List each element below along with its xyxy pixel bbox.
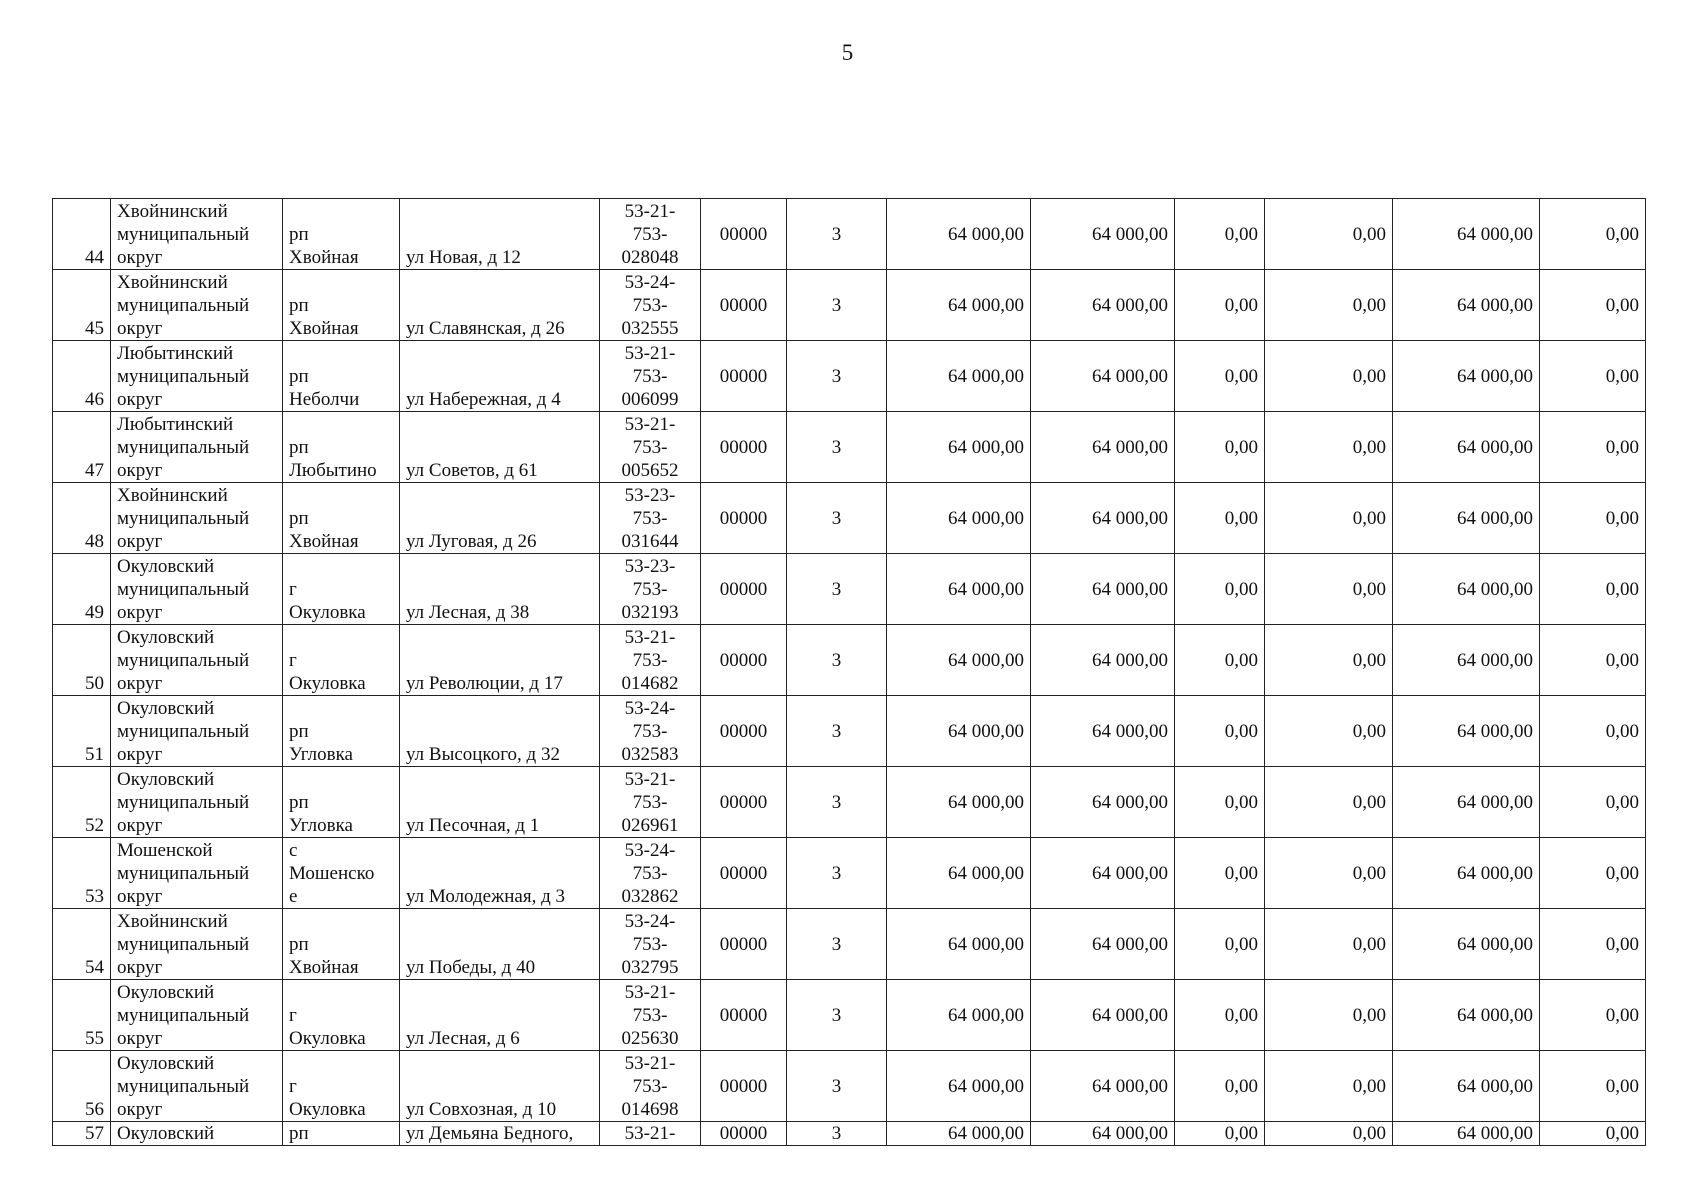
registry-code-cell: 53-24- 753- 032862 [600,838,701,909]
district-name-cell: Мошенской муниципальный округ [111,838,283,909]
amount-5-cell: 64 000,00 [1393,980,1540,1051]
settlement-name-cell: рп Хвойная [283,199,400,270]
address-cell: ул Лесная, д 38 [400,554,600,625]
address-cell: ул Победы, д 40 [400,909,600,980]
category-cell: 3 [787,341,887,412]
registry-code-cell: 53-24- 753- 032795 [600,909,701,980]
settlement-name-cell: рп Хвойная [283,270,400,341]
row-number-cell: 52 [53,767,111,838]
amount-total-cell: 64 000,00 [887,270,1031,341]
code-zeros-cell: 00000 [701,838,787,909]
table-row [53,412,1646,483]
amount-2-cell: 64 000,00 [1031,554,1175,625]
registry-table [52,198,1646,1146]
category-cell: 3 [787,980,887,1051]
table-row [53,767,1646,838]
amount-3-cell: 0,00 [1175,625,1265,696]
category-cell: 3 [787,625,887,696]
amount-4-cell: 0,00 [1265,412,1393,483]
district-name-cell: Хвойнинский муниципальный округ [111,909,283,980]
row-number-cell: 51 [53,696,111,767]
settlement-name-cell: рп Хвойная [283,909,400,980]
amount-4-cell: 0,00 [1265,1051,1393,1122]
settlement-name-cell: рп Угловка [283,767,400,838]
registry-code-cell: 53-21- 753- 006099 [600,341,701,412]
address-cell: ул Набережная, д 4 [400,341,600,412]
table-row [53,199,1646,270]
amount-3-cell: 0,00 [1175,1122,1265,1146]
row-number-cell: 45 [53,270,111,341]
amount-2-cell: 64 000,00 [1031,767,1175,838]
amount-total-cell: 64 000,00 [887,412,1031,483]
amount-total-cell: 64 000,00 [887,483,1031,554]
district-name-cell: Хвойнинский муниципальный округ [111,483,283,554]
registry-code-cell: 53-23- 753- 032193 [600,554,701,625]
code-zeros-cell: 00000 [701,625,787,696]
amount-2-cell: 64 000,00 [1031,838,1175,909]
amount-total-cell: 64 000,00 [887,767,1031,838]
code-zeros-cell: 00000 [701,980,787,1051]
amount-2-cell: 64 000,00 [1031,1122,1175,1146]
amount-2-cell: 64 000,00 [1031,341,1175,412]
amount-2-cell: 64 000,00 [1031,199,1175,270]
registry-code-cell: 53-24- 753- 032583 [600,696,701,767]
amount-5-cell: 64 000,00 [1393,483,1540,554]
amount-2-cell: 64 000,00 [1031,1051,1175,1122]
code-zeros-cell: 00000 [701,1051,787,1122]
code-zeros-cell: 00000 [701,483,787,554]
amount-6-cell: 0,00 [1540,696,1646,767]
amount-6-cell: 0,00 [1540,199,1646,270]
registry-code-cell: 53-21- 753- 014698 [600,1051,701,1122]
table-row [53,483,1646,554]
amount-6-cell: 0,00 [1540,1122,1646,1146]
amount-3-cell: 0,00 [1175,696,1265,767]
address-cell: ул Лесная, д 6 [400,980,600,1051]
district-name-cell: Окуловский муниципальный округ [111,554,283,625]
amount-6-cell: 0,00 [1540,412,1646,483]
registry-code-cell: 53-21- 753- 026961 [600,767,701,838]
address-cell: ул Песочная, д 1 [400,767,600,838]
table-row [53,270,1646,341]
row-number-cell: 44 [53,199,111,270]
category-cell: 3 [787,270,887,341]
amount-3-cell: 0,00 [1175,483,1265,554]
amount-4-cell: 0,00 [1265,909,1393,980]
code-zeros-cell: 00000 [701,270,787,341]
table-row [53,1122,1646,1146]
row-number-cell: 48 [53,483,111,554]
settlement-name-cell: г Окуловка [283,625,400,696]
settlement-name-cell: рп Хвойная [283,483,400,554]
registry-code-cell: 53-21- 753- 005652 [600,412,701,483]
address-cell: ул Луговая, д 26 [400,483,600,554]
table-row [53,909,1646,980]
table-row [53,554,1646,625]
row-number-cell: 57 [53,1122,111,1146]
amount-total-cell: 64 000,00 [887,1122,1031,1146]
code-zeros-cell: 00000 [701,199,787,270]
settlement-name-cell: г Окуловка [283,1051,400,1122]
amount-total-cell: 64 000,00 [887,909,1031,980]
registry-code-cell: 53-21- 753- 025630 [600,980,701,1051]
code-zeros-cell: 00000 [701,696,787,767]
district-name-cell: Хвойнинский муниципальный округ [111,270,283,341]
address-cell: ул Революции, д 17 [400,625,600,696]
address-cell: ул Советов, д 61 [400,412,600,483]
amount-2-cell: 64 000,00 [1031,412,1175,483]
address-cell: ул Высоцкого, д 32 [400,696,600,767]
district-name-cell: Окуловский [111,1122,283,1146]
amount-6-cell: 0,00 [1540,625,1646,696]
address-cell: ул Молодежная, д 3 [400,838,600,909]
amount-4-cell: 0,00 [1265,838,1393,909]
amount-3-cell: 0,00 [1175,909,1265,980]
amount-2-cell: 64 000,00 [1031,625,1175,696]
page-number: 5 [841,40,854,65]
code-zeros-cell: 00000 [701,341,787,412]
code-zeros-cell: 00000 [701,554,787,625]
category-cell: 3 [787,1051,887,1122]
registry-code-cell: 53-21- [600,1122,701,1146]
amount-total-cell: 64 000,00 [887,980,1031,1051]
table-row [53,1051,1646,1122]
row-number-cell: 50 [53,625,111,696]
amount-5-cell: 64 000,00 [1393,270,1540,341]
amount-total-cell: 64 000,00 [887,199,1031,270]
address-cell: ул Демьяна Бедного, [400,1122,600,1146]
code-zeros-cell: 00000 [701,1122,787,1146]
category-cell: 3 [787,767,887,838]
amount-3-cell: 0,00 [1175,980,1265,1051]
amount-4-cell: 0,00 [1265,270,1393,341]
amount-2-cell: 64 000,00 [1031,270,1175,341]
category-cell: 3 [787,199,887,270]
settlement-name-cell: рп Любытино [283,412,400,483]
amount-2-cell: 64 000,00 [1031,980,1175,1051]
category-cell: 3 [787,412,887,483]
table-row [53,696,1646,767]
amount-4-cell: 0,00 [1265,341,1393,412]
amount-5-cell: 64 000,00 [1393,1051,1540,1122]
row-number-cell: 53 [53,838,111,909]
amount-6-cell: 0,00 [1540,767,1646,838]
amount-2-cell: 64 000,00 [1031,909,1175,980]
table-row [53,838,1646,909]
amount-3-cell: 0,00 [1175,270,1265,341]
amount-4-cell: 0,00 [1265,696,1393,767]
row-number-cell: 47 [53,412,111,483]
amount-5-cell: 64 000,00 [1393,341,1540,412]
amount-4-cell: 0,00 [1265,625,1393,696]
registry-code-cell: 53-21- 753- 028048 [600,199,701,270]
amount-total-cell: 64 000,00 [887,838,1031,909]
amount-6-cell: 0,00 [1540,1051,1646,1122]
row-number-cell: 46 [53,341,111,412]
amount-3-cell: 0,00 [1175,1051,1265,1122]
settlement-name-cell: рп Неболчи [283,341,400,412]
district-name-cell: Окуловский муниципальный округ [111,767,283,838]
district-name-cell: Хвойнинский муниципальный округ [111,199,283,270]
amount-6-cell: 0,00 [1540,980,1646,1051]
address-cell: ул Новая, д 12 [400,199,600,270]
table-row [53,980,1646,1051]
registry-table-body [53,199,1646,1146]
amount-4-cell: 0,00 [1265,767,1393,838]
amount-total-cell: 64 000,00 [887,696,1031,767]
code-zeros-cell: 00000 [701,412,787,483]
amount-6-cell: 0,00 [1540,554,1646,625]
amount-6-cell: 0,00 [1540,341,1646,412]
table-row [53,625,1646,696]
settlement-name-cell: рп Угловка [283,696,400,767]
category-cell: 3 [787,838,887,909]
amount-5-cell: 64 000,00 [1393,199,1540,270]
address-cell: ул Совхозная, д 10 [400,1051,600,1122]
category-cell: 3 [787,483,887,554]
registry-table-wrapper [52,198,1645,1146]
settlement-name-cell: г Окуловка [283,980,400,1051]
amount-5-cell: 64 000,00 [1393,767,1540,838]
amount-4-cell: 0,00 [1265,554,1393,625]
settlement-name-cell: г Окуловка [283,554,400,625]
amount-3-cell: 0,00 [1175,341,1265,412]
amount-6-cell: 0,00 [1540,838,1646,909]
amount-5-cell: 64 000,00 [1393,1122,1540,1146]
table-row [53,341,1646,412]
code-zeros-cell: 00000 [701,909,787,980]
amount-5-cell: 64 000,00 [1393,838,1540,909]
row-number-cell: 55 [53,980,111,1051]
amount-5-cell: 64 000,00 [1393,412,1540,483]
address-cell: ул Славянская, д 26 [400,270,600,341]
amount-6-cell: 0,00 [1540,909,1646,980]
district-name-cell: Окуловский муниципальный округ [111,980,283,1051]
registry-code-cell: 53-21- 753- 014682 [600,625,701,696]
amount-2-cell: 64 000,00 [1031,696,1175,767]
amount-2-cell: 64 000,00 [1031,483,1175,554]
category-cell: 3 [787,909,887,980]
settlement-name-cell: с Мошенско е [283,838,400,909]
amount-4-cell: 0,00 [1265,980,1393,1051]
amount-4-cell: 0,00 [1265,483,1393,554]
amount-3-cell: 0,00 [1175,199,1265,270]
district-name-cell: Любытинский муниципальный округ [111,412,283,483]
amount-3-cell: 0,00 [1175,767,1265,838]
amount-3-cell: 0,00 [1175,412,1265,483]
registry-code-cell: 53-23- 753- 031644 [600,483,701,554]
category-cell: 3 [787,554,887,625]
amount-5-cell: 64 000,00 [1393,554,1540,625]
amount-3-cell: 0,00 [1175,838,1265,909]
amount-5-cell: 64 000,00 [1393,909,1540,980]
district-name-cell: Окуловский муниципальный округ [111,1051,283,1122]
row-number-cell: 49 [53,554,111,625]
registry-code-cell: 53-24- 753- 032555 [600,270,701,341]
code-zeros-cell: 00000 [701,767,787,838]
amount-total-cell: 64 000,00 [887,554,1031,625]
amount-6-cell: 0,00 [1540,270,1646,341]
settlement-name-cell: рп [283,1122,400,1146]
amount-5-cell: 64 000,00 [1393,625,1540,696]
amount-total-cell: 64 000,00 [887,341,1031,412]
amount-3-cell: 0,00 [1175,554,1265,625]
category-cell: 3 [787,1122,887,1146]
district-name-cell: Любытинский муниципальный округ [111,341,283,412]
category-cell: 3 [787,696,887,767]
amount-5-cell: 64 000,00 [1393,696,1540,767]
row-number-cell: 56 [53,1051,111,1122]
amount-4-cell: 0,00 [1265,199,1393,270]
district-name-cell: Окуловский муниципальный округ [111,625,283,696]
row-number-cell: 54 [53,909,111,980]
amount-6-cell: 0,00 [1540,483,1646,554]
district-name-cell: Окуловский муниципальный округ [111,696,283,767]
amount-4-cell: 0,00 [1265,1122,1393,1146]
amount-total-cell: 64 000,00 [887,1051,1031,1122]
amount-total-cell: 64 000,00 [887,625,1031,696]
